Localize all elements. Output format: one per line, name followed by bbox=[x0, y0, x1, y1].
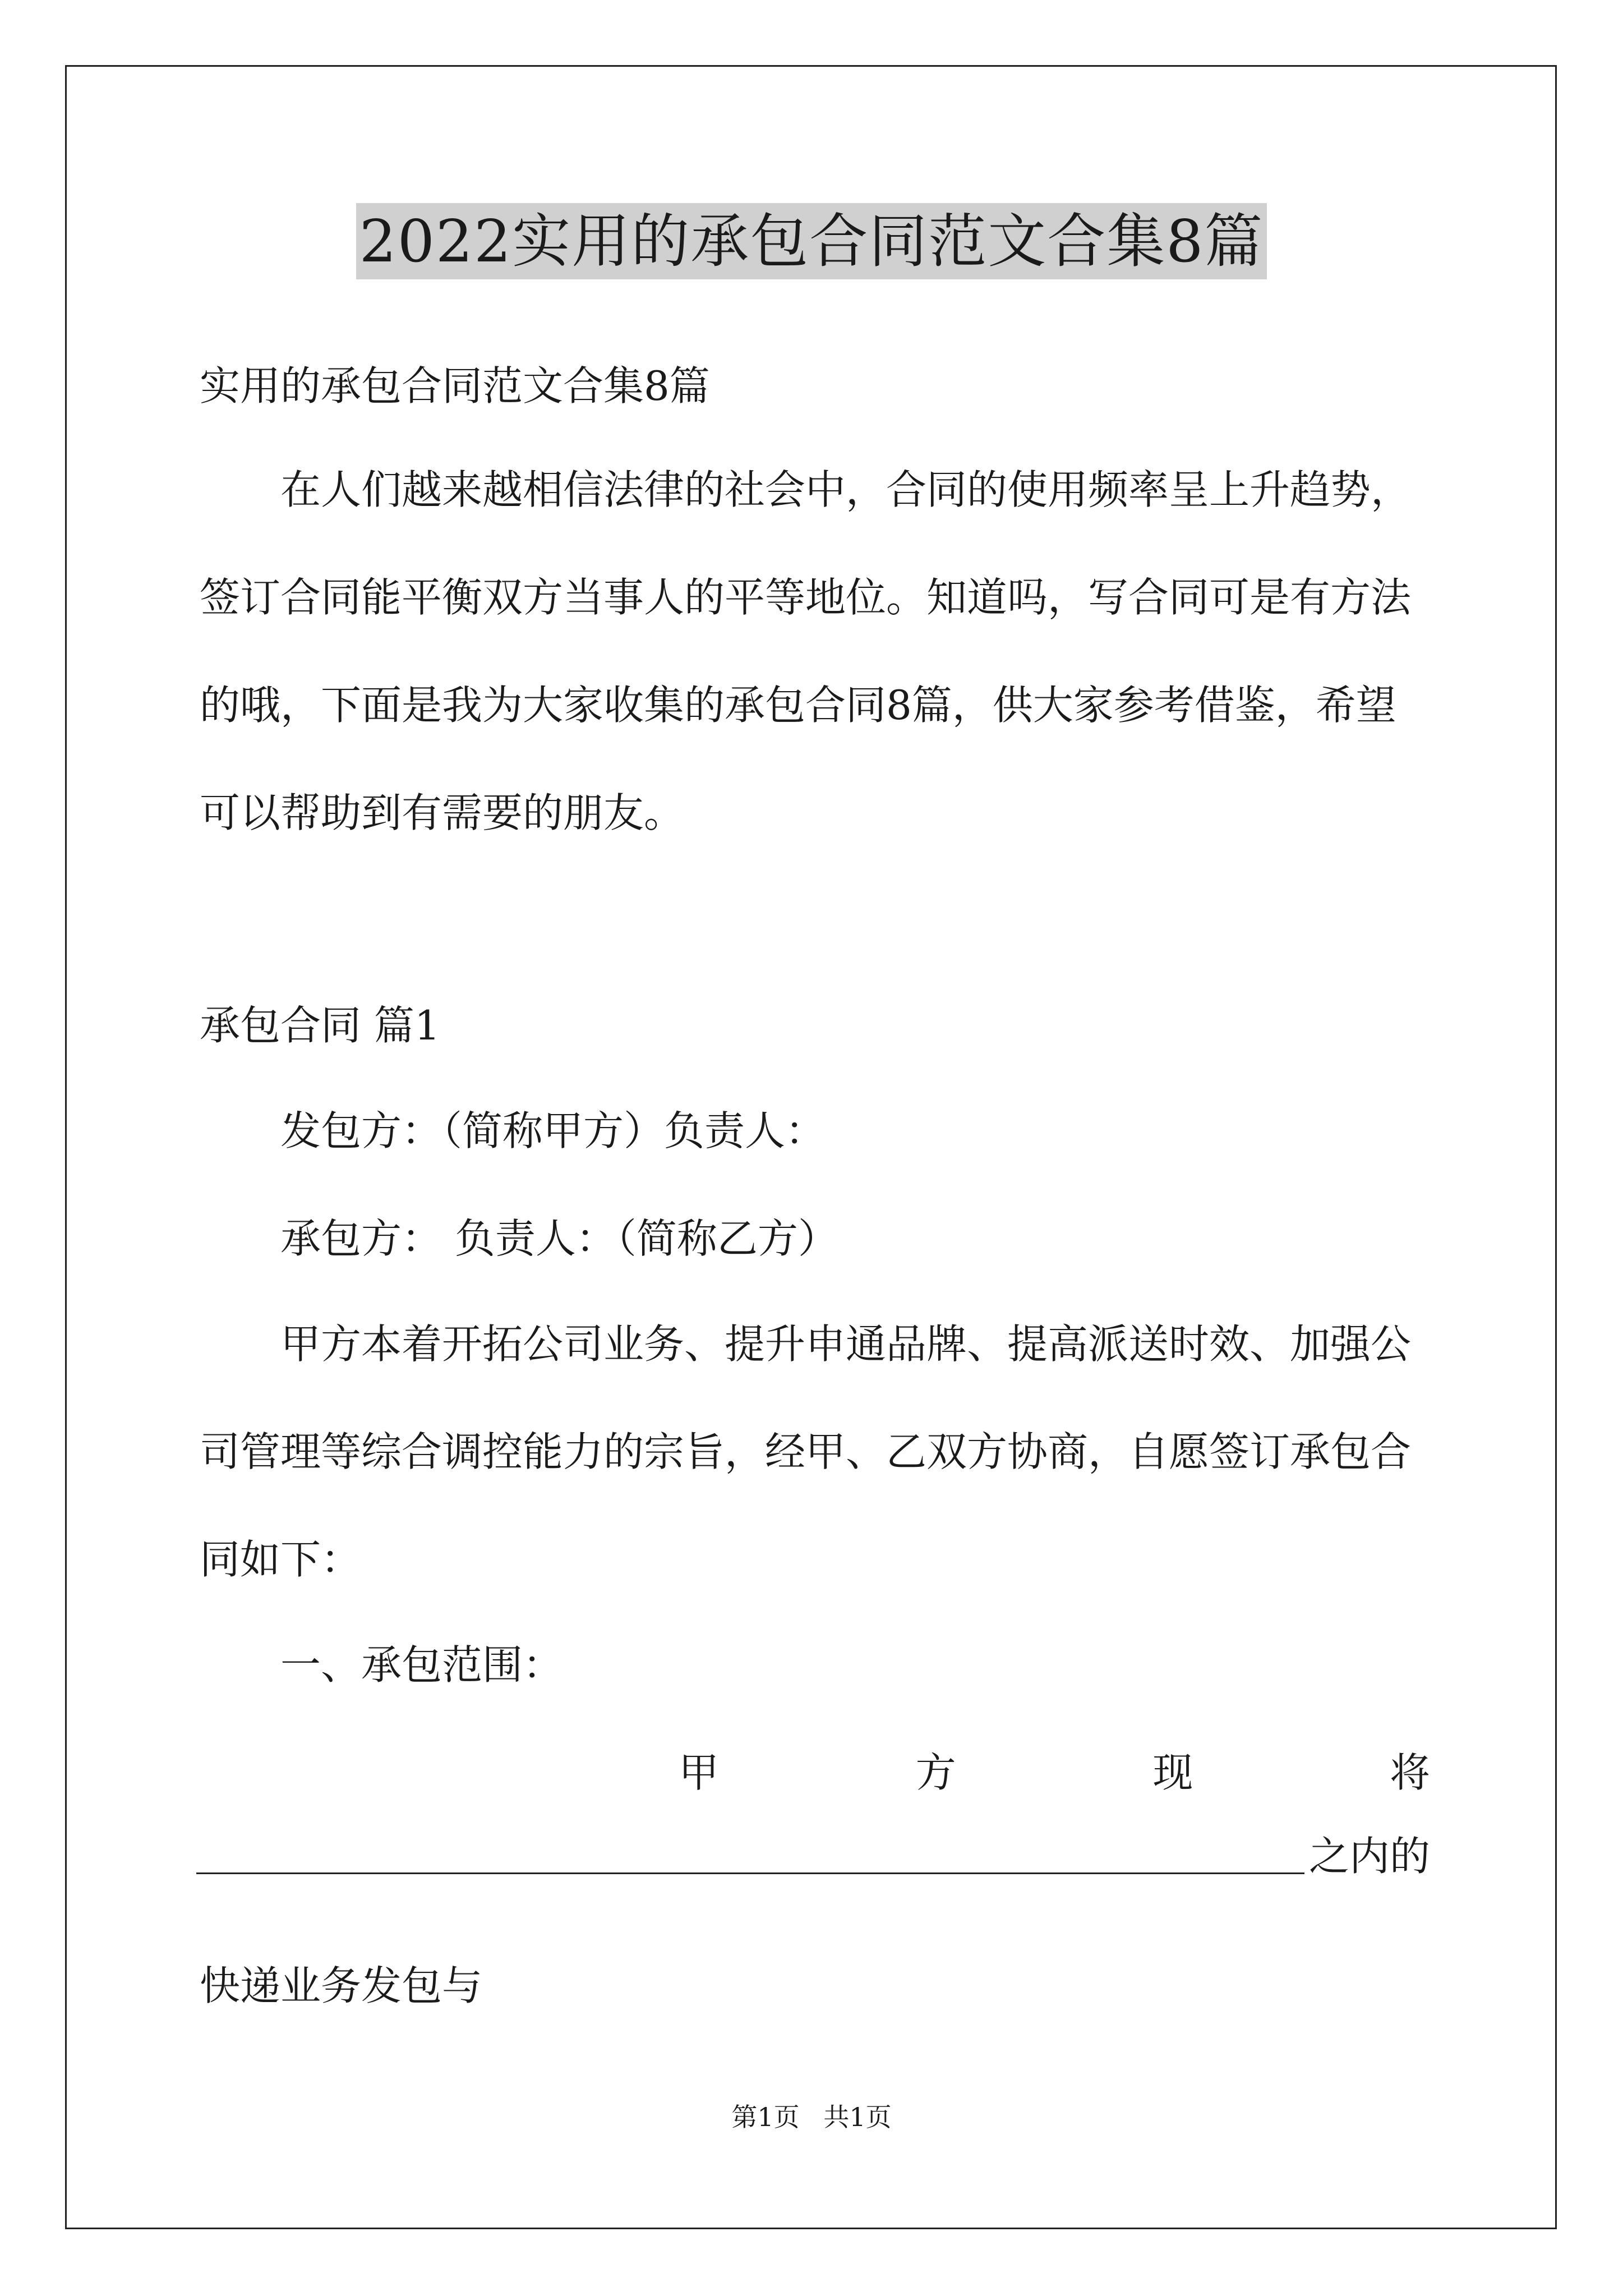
purpose-line-1: 甲方本着开拓公司业务、提升申通品牌、提高派送时效、加强公 bbox=[280, 1320, 1412, 1368]
subtitle: 实用的承包合同范文合集8篇 bbox=[200, 362, 710, 409]
party-a-line: 发包方：（简称甲方）负责人： bbox=[280, 1107, 826, 1154]
spread-char: 将 bbox=[1389, 1749, 1430, 1796]
clause-1-heading: 一、承包范围： bbox=[280, 1641, 564, 1688]
total-pages: 共1页 bbox=[823, 2102, 892, 2132]
purpose-line-2: 司管理等综合调控能力的宗旨，经甲、乙双方协商，自愿签订承包合 bbox=[200, 1428, 1412, 1475]
spread-char: 方 bbox=[915, 1749, 956, 1796]
party-b-line: 承包方： 负责人：（简称乙方） bbox=[280, 1215, 838, 1262]
intro-line-4: 可以帮助到有需要的朋友。 bbox=[200, 789, 685, 836]
intro-line-2: 签订合同能平衡双方当事人的平等地位。知道吗，写合同可是有方法 bbox=[200, 574, 1412, 621]
fill-in-blank-line bbox=[196, 1872, 1304, 1874]
intro-line-3: 的哦，下面是我为大家收集的承包合同8篇，供大家参考借鉴，希望 bbox=[200, 682, 1396, 729]
clause-1-line-3: 快递业务发包与 bbox=[200, 1962, 483, 2009]
clause-1-spread-line bbox=[679, 1740, 1430, 1798]
purpose-line-3: 同如下： bbox=[200, 1536, 362, 1583]
clause-1-blank-row bbox=[196, 1826, 1430, 1882]
spread-char: 甲 bbox=[679, 1749, 720, 1796]
title-container bbox=[0, 203, 1623, 279]
intro-line-1: 在人们越来越相信法律的社会中，合同的使用频率呈上升趋势， bbox=[280, 466, 1412, 513]
clause-1-suffix: 之内的 bbox=[1308, 1833, 1430, 1880]
page-footer bbox=[0, 2097, 1623, 2134]
page-number: 第1页 bbox=[731, 2102, 800, 2132]
spread-char: 现 bbox=[1152, 1749, 1193, 1796]
document-title: 2022实用的承包合同范文合集8篇 bbox=[356, 203, 1267, 279]
section-heading: 承包合同 篇1 bbox=[200, 1002, 440, 1049]
